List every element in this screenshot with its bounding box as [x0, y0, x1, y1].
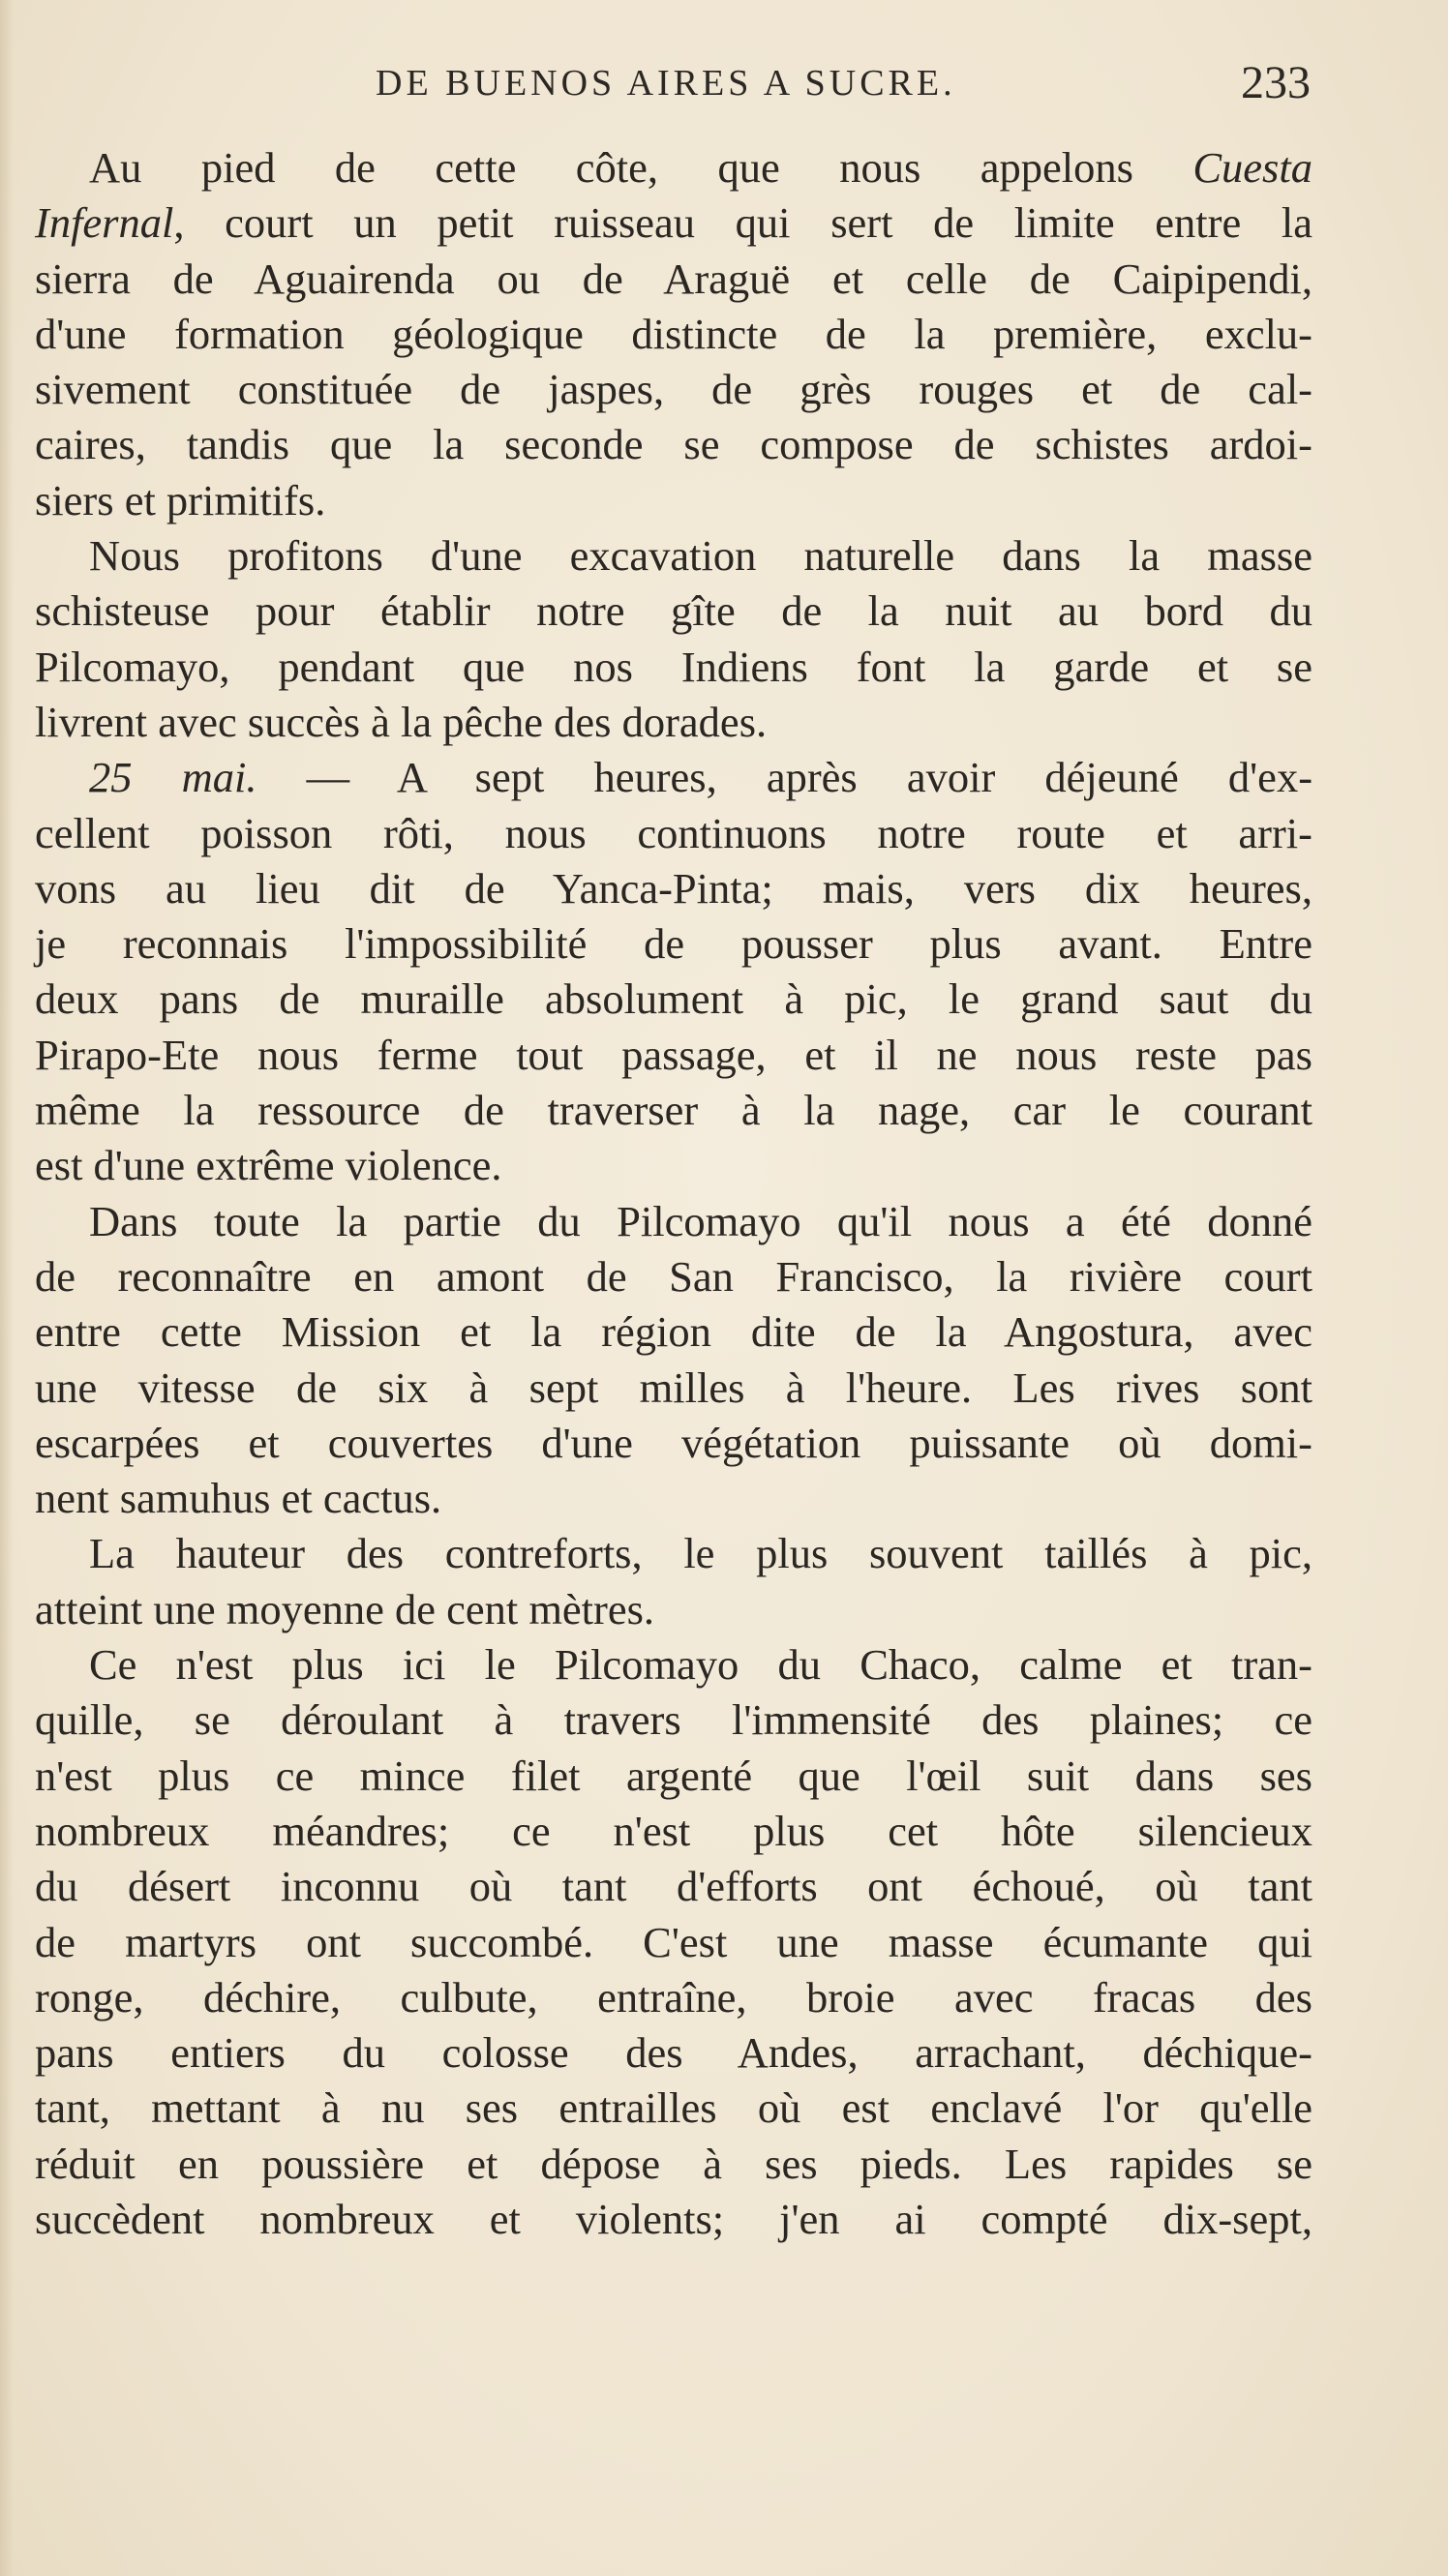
- text-line: ronge, déchire, culbute, entraîne, broie avec fracas des: [35, 1972, 1312, 2022]
- text-line: est d'une extrême violence.: [35, 1141, 502, 1190]
- page-number: 233: [1241, 57, 1311, 108]
- text-line: une vitesse de six à sept milles à l'heure. Les rives sont: [35, 1363, 1312, 1412]
- text-line: livrent avec succès à la pêche des dorades.: [35, 697, 768, 746]
- text-line: 25 mai. — A sept heures, après avoir déjeuné d'ex-: [89, 753, 1313, 802]
- text-line: sierra de Aguairenda ou de Araguë et celle de Caipipendi,: [35, 254, 1312, 303]
- text-line: La hauteur des contreforts, le plus souvent taillés à pic,: [89, 1529, 1312, 1578]
- text-line: atteint une moyenne de cent mètres.: [35, 1584, 655, 1633]
- text-line: Infernal, court un petit ruisseau qui sert de limite entre la: [35, 198, 1312, 248]
- text-line: du désert inconnu où tant d'efforts ont échoué, où tant: [35, 1862, 1312, 1911]
- text-line: Au pied de cette côte, que nous appelons Cuesta: [89, 143, 1312, 192]
- page-gutter-shadow: [0, 0, 14, 2576]
- text-line: quille, se déroulant à travers l'immensité des plaines; ce: [35, 1695, 1312, 1745]
- paragraph: [35, 140, 1312, 528]
- text-line: deux pans de muraille absolument à pic, le grand saut du: [35, 974, 1312, 1024]
- running-title: DE BUENOS AIRES A SUCRE.: [376, 63, 956, 104]
- text-line: Pilcomayo, pendant que nos Indiens font la garde et se: [35, 642, 1312, 691]
- text-line: de reconnaître en amont de San Francisco, la rivière court: [35, 1251, 1312, 1301]
- body-text: [35, 140, 1312, 2247]
- text-line: nent samuhus et cactus.: [35, 1474, 442, 1523]
- text-line: caires, tandis que la seconde se compose de schistes ardoi-: [35, 420, 1312, 469]
- paragraph: [35, 1194, 1312, 1527]
- text-line: Dans toute la partie du Pilcomayo qu'il nous a été donné: [89, 1196, 1312, 1245]
- text-line: je reconnais l'impossibilité de pousser plus avant. Entre: [35, 919, 1312, 969]
- paragraph: [35, 1637, 1312, 2247]
- text-line: cellent poisson rôti, nous continuons notre route et arri-: [35, 808, 1312, 857]
- running-head: [0, 54, 1448, 112]
- text-line: d'une formation géologique distincte de la première, exclu-: [35, 309, 1312, 358]
- text-line: n'est plus ce mince filet argenté que l'œil suit dans ses: [35, 1751, 1312, 1800]
- text-line: tant, mettant à nu ses entrailles où est enclavé l'or qu'elle: [35, 2083, 1312, 2133]
- text-line: Nous profitons d'une excavation naturelle dans la masse: [89, 531, 1312, 581]
- text-line: Pirapo-Ete nous ferme tout passage, et il ne nous reste pas: [35, 1030, 1312, 1079]
- text-line: pans entiers du colosse des Andes, arrachant, déchique-: [35, 2028, 1312, 2078]
- text-line: schisteuse pour établir notre gîte de la nuit au bord du: [35, 586, 1312, 636]
- text-line: sivement constituée de jaspes, de grès rouges et de cal-: [35, 365, 1312, 414]
- text-line: entre cette Mission et la région dite de la Angostura, avec: [35, 1307, 1312, 1357]
- paragraph: [35, 1526, 1312, 1637]
- text-line: succèdent nombreux et violents; j'en ai compté dix-sept,: [35, 2194, 1312, 2243]
- text-line: Ce n'est plus ici le Pilcomayo du Chaco, calme et tran-: [89, 1640, 1312, 1690]
- date-label: 25 mai.: [89, 753, 257, 802]
- text-line: de martyrs ont succombé. C'est une masse écumante qui: [35, 1917, 1312, 1966]
- paragraph: [35, 750, 1312, 1193]
- text-line: escarpées et couvertes d'une végétation puissante où domi-: [35, 1418, 1312, 1467]
- paragraph: [35, 528, 1312, 750]
- text-line: même la ressource de traverser à la nage, car le courant: [35, 1086, 1312, 1135]
- text-line: réduit en poussière et dépose à ses pieds. Les rapides se: [35, 2139, 1312, 2188]
- text-line: nombreux méandres; ce n'est plus cet hôte silencieux: [35, 1806, 1312, 1855]
- text-line: siers et primitifs.: [35, 475, 326, 524]
- text-line: vons au lieu dit de Yanca-Pinta; mais, vers dix heures,: [35, 863, 1312, 913]
